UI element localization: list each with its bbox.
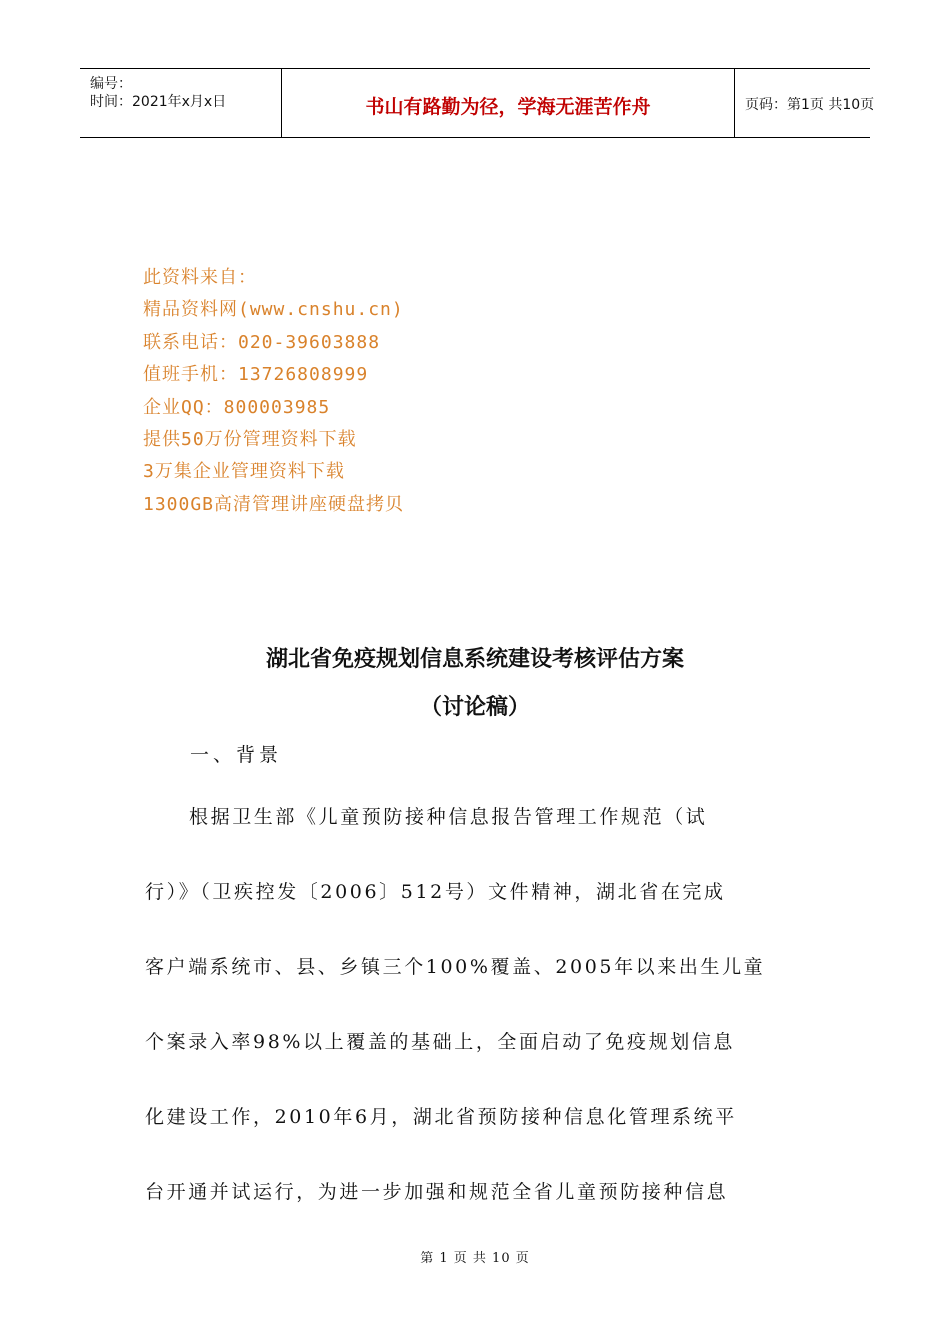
source-mobile-line: 值班手机：13726808999 [143,364,369,386]
section-heading: 一、背景 [190,744,283,766]
paragraph-line: 行）》（卫疾控发〔2006〕512号）文件精神，湖北省在完成 [145,881,726,903]
paragraph-line: 化建设工作，2010年6月，湖北省预防接种信息化管理系统平 [145,1106,737,1128]
page-footer: 第 1 页 共 10 页 [420,1251,530,1266]
paragraph-line: 台开通并试运行，为进一步加强和规范全省儿童预防接种信息 [145,1181,729,1203]
header-motto: 书山有路勤为径，学海无涯苦作舟 [365,96,651,118]
source-line: 1300GB高清管理讲座硬盘拷贝 [143,493,405,515]
source-phone-line: 联系电话：020-39603888 [143,331,381,353]
source-line: 此资料来自： [143,267,257,288]
source-line: 3万集企业管理资料下载 [143,461,345,483]
source-info-block [143,262,404,521]
paragraph-line: 个案录入率98%以上覆盖的基础上，全面启动了免疫规划信息 [145,1031,736,1053]
source-website-line: 精品资料网(www.cnshu.cn) [143,299,404,321]
source-line: 提供50万份管理资料下载 [143,428,357,450]
source-qq-line: 企业QQ：800003985 [143,396,331,418]
paragraph-line: 根据卫生部《儿童预防接种信息报告管理工作规范（试 [189,806,708,828]
document-date-label: 时间：2021年x月x日 [90,94,227,110]
header-middle-cell [282,69,735,137]
header-page-info: 页码：第1页 共10页 [745,97,875,113]
paragraph-line: 客户端系统市、县、乡镇三个100%覆盖、2005年以来出生儿童 [145,956,766,978]
header-right-cell [735,69,875,137]
page-header [80,68,875,138]
document-subtitle: （讨论稿） [419,695,530,720]
body-paragraph [145,800,810,1250]
document-number-label: 编号： [90,76,132,92]
document-title: 湖北省免疫规划信息系统建设考核评估方案 [265,647,684,672]
header-left-cell [80,69,282,137]
